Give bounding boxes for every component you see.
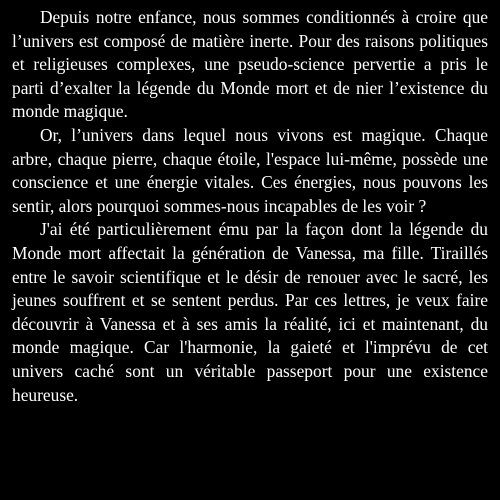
paragraph-1: Depuis notre enfance, nous sommes conditionnés à croire que l’univers est composé de matière inerte. Pour des raisons politiques et religieuses complexes, une pseudo-science pervertie a pris le parti d’exalter la légende du Monde mort et de nier l’existence du monde magique. (12, 7, 488, 122)
paragraph-2: Or, l’univers dans lequel nous vivons est magique. Chaque arbre, chaque pierre, chaque étoile, l'espace lui-même, possède une conscience et une énergie vitales. Ces énergies, nous pouvons les sentir, alors pourquoi sommes-nous incapables de les voir ? (12, 124, 488, 216)
paragraph-3: J'ai été particulièrement ému par la façon dont la légende du Monde mort affectait la génération de Vanessa, ma fille. Tiraillés entre le savoir scientifique et le désir de renouer avec le sacré, les jeunes souffrent et se sentent perdus. Par ces lettres, je veux faire découvrir à Vanessa et à ses amis la réalité, ici et maintenant, du monde magique. Car l'harmonie, la gaieté et l'imprévu de cet univers caché sont un véritable passeport pour une existence heureuse. (12, 219, 488, 405)
